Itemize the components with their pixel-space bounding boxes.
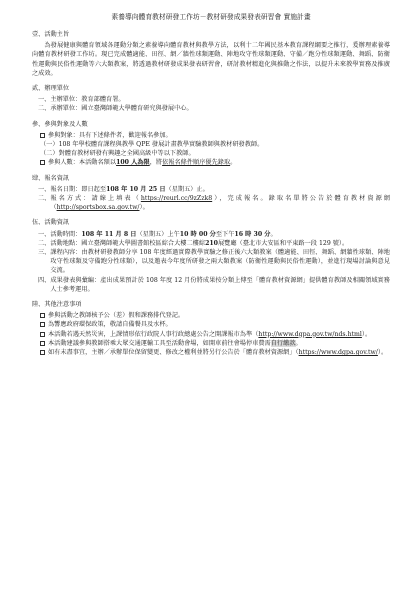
- subitem-number: （二）: [40, 150, 59, 158]
- registration-date-item: [32, 185, 390, 194]
- item-text: 承辦單位：國立臺灣師範大學體育研究與發展中心。: [50, 105, 193, 113]
- organizer-item: [32, 95, 390, 104]
- section-heading-purpose: 壹、活動主旨: [32, 31, 70, 38]
- course-content-item: [32, 248, 390, 276]
- checkbox-bullet-icon: [40, 332, 45, 337]
- dgpa-link[interactable]: http://www.dgpa.gov.tw/nds.html: [258, 330, 362, 338]
- event-date: 108 年 11 月 8 日: [81, 230, 137, 238]
- item-number: 二、: [38, 239, 51, 247]
- end-time: 16 時 30 分: [234, 230, 271, 238]
- count-mid: ，將: [149, 159, 163, 167]
- page-title: 素養導向體育教材研發工作坊－教材研發成果發表研習會 實施計畫: [111, 13, 311, 21]
- participants-target: [32, 131, 390, 140]
- section-heading-organizers: 貳、辦理單位: [32, 85, 70, 93]
- purpose-paragraph: 為發展健康與體育領域各運動分類之素養導向體育教材與教學方法，以利十二年國民基本教育課程綱要之推行，爰辦理素養導向體育教材研發工作坊。現已完成體適能、田徑、網／牆性球類運動、陣地攻守性球類運動、守備／跑分性球類運動、舞蹈、防衛性運動與民俗性運動等六大類教案，將透過教材研發成果發表研習會，研討教材精進化與推動之作法，以提升未來教學實務及推廣之成效。: [32, 42, 390, 77]
- reg-method-pre: 報名方式：請線上填表（: [50, 195, 141, 203]
- item-number: 一、: [38, 185, 51, 193]
- outcomes-item: [32, 276, 390, 294]
- note-item: [32, 339, 390, 348]
- participant-subitem: [32, 149, 390, 158]
- section-heading-participants: 參、參與對象及人數: [32, 120, 88, 128]
- item-number: 三、: [38, 249, 51, 257]
- rights-pre: 如有未盡事宜，主辦／承辦單位保留變更、修改之權利並將另行公告於「體育教材資源網」（: [48, 349, 299, 357]
- item-number: 一、: [38, 96, 51, 104]
- registration-form-link[interactable]: https://reurl.cc/9zZzk8: [140, 195, 213, 203]
- reg-date-pre: 報名日期：即日起至: [50, 185, 107, 193]
- weather-post: ）。: [361, 330, 372, 338]
- event-time-item: [32, 230, 390, 239]
- count-limit: 100 人為限: [116, 159, 150, 167]
- checkbox-bullet-icon: [40, 133, 45, 138]
- reg-method-post: ）。: [139, 204, 149, 212]
- item-text: [50, 194, 390, 212]
- event-location-item: [32, 239, 390, 248]
- note-item: [32, 311, 390, 320]
- participants-count: [32, 158, 390, 167]
- rights-post: ）。: [377, 349, 388, 357]
- transport-pre: 本活動建議參與教師搭乘大眾交通運輸工具至活動會場，如開車前往會場停車費需: [48, 339, 271, 347]
- subitem-text: 108 年學校體育課程與教學 QPE 發展計畫教學實驗教師與教材研發教師。: [58, 141, 264, 149]
- item-text: 課程內容：由教材研發教師分享 108 年度經過實際教學實驗之修正後六大類教案（體適能、田徑、舞蹈、網牆性球類、陣地攻守性球類及守備跑分性球類），以及邀表今年度所研發之兩大類教案（防衛性運動與民俗性運動），並進行現場討論與意見交流。: [50, 249, 390, 275]
- item-text: 成果發表與彙編：產出成果預計於 108 年度 12 月份將成果按分類上傳至「體育教材資源網」提供體育教師及相關領域實務人士參考運用。: [50, 276, 390, 293]
- subitem-number: （一）: [40, 141, 59, 149]
- time-pre: 活動時間：: [50, 230, 82, 238]
- transport-post: 。: [295, 339, 302, 347]
- bullet-text-container: [48, 158, 390, 167]
- note-text: [48, 330, 390, 339]
- item-number: 二、: [38, 195, 51, 203]
- item-number: 二、: [38, 105, 51, 113]
- reg-method-mid: ），完成報名。錄取名單將公告於體育教材資源網（: [50, 195, 390, 212]
- checkbox-bullet-icon: [40, 322, 45, 327]
- note-text: 為響應政府環保政策，敬請自備餐具及水杯。: [48, 321, 172, 329]
- subitem-text: 對體育教材研發有興趣之全國高級中等以下教師。: [58, 150, 195, 158]
- item-number: 一、: [38, 230, 51, 238]
- checkbox-bullet-icon: [40, 341, 45, 346]
- sportsbox-link[interactable]: http://sportsbox.sa.gov.tw/: [56, 204, 140, 212]
- time-mid2: 至下午: [215, 230, 235, 238]
- checkbox-bullet-icon: [40, 313, 45, 318]
- reg-deadline: 108 年 10 月 25 日: [106, 185, 166, 193]
- section-heading-registration: 肆、報名資訊: [32, 174, 70, 182]
- priority-note: 依報名條件順序優先錄取: [162, 159, 231, 167]
- note-text: 參與活動之教師核予公（差）假和課務排代登記。: [48, 312, 185, 320]
- bullet-text: 參與對象：具有下述條件者，歡迎報名參加。: [48, 131, 172, 139]
- weather-pre: 本活動若遇天然災害，上課情形依行政院人事行政總處公告之開課報市為準（: [48, 330, 259, 338]
- self-pay-highlight: 自行繳款: [270, 339, 296, 347]
- note-text: [48, 339, 390, 348]
- note-item: [32, 348, 390, 357]
- participant-subitem: [32, 140, 390, 149]
- item-text: [50, 185, 390, 194]
- item-text: [50, 239, 390, 248]
- note-text: [48, 348, 390, 357]
- section-heading-notes: 陸、其他注意事項: [32, 301, 82, 309]
- registration-method-item: [32, 194, 390, 212]
- reg-date-post: （星期五）止。: [165, 185, 209, 193]
- section-heading-event-info: 伍、活動資訊: [32, 219, 70, 227]
- start-time: 10 時 00 分: [179, 230, 216, 238]
- checkbox-bullet-icon: [40, 350, 45, 355]
- organizer-item: [32, 104, 390, 113]
- room-number: 210: [205, 239, 218, 247]
- note-item: [32, 320, 390, 329]
- location-post: 展覽廳（臺北市大安區和平東路一段 129 號）。: [217, 239, 349, 247]
- location-pre: 活動地點：國立臺灣師範大學圖書館校區綜合大樓二樓綜: [50, 239, 206, 247]
- count-post: 。: [230, 159, 237, 167]
- item-text: 主辦單位：教育部體育署。: [50, 96, 125, 104]
- item-number: 四、: [38, 276, 51, 284]
- checkbox-bullet-icon: [40, 160, 45, 165]
- time-mid: （星期五）上午: [136, 230, 180, 238]
- time-post: 。: [270, 230, 277, 238]
- count-pre: 參與人數：本活動名額以: [48, 159, 117, 167]
- item-text: [50, 230, 390, 239]
- resource-site-link[interactable]: https://www.dgpa.gov.tw/: [298, 349, 378, 357]
- note-item: [32, 330, 390, 339]
